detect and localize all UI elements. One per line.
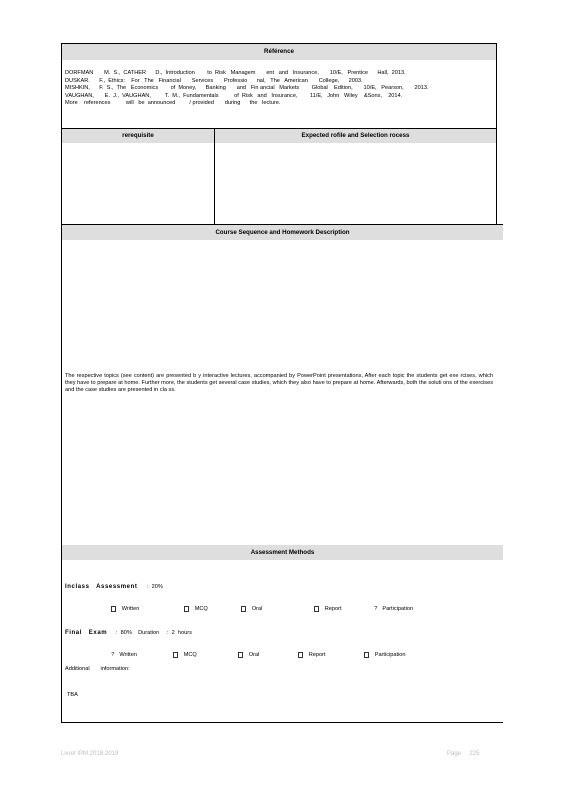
inclass-option-participation <box>368 600 413 618</box>
course-sheet <box>61 43 503 723</box>
additional-info-value: TBA <box>67 692 78 698</box>
reference-title: Référence <box>264 48 294 55</box>
left-border <box>61 43 62 723</box>
inclass-label: Inclass Assessment <box>65 584 138 590</box>
footer-left: Livret IPM 2018-2019 <box>61 751 119 757</box>
expected-title: Expected rofile and Selection rocess <box>301 132 410 139</box>
reference-line: DORFMAN M. S., CATHER D., Introduction to Risk Managem ent and Insurance, 10/E, Prentice Hall, 2013. <box>65 70 406 76</box>
checkbox-icon <box>184 606 189 612</box>
checkbox-icon <box>111 606 116 612</box>
course-header <box>62 225 503 240</box>
right-border <box>496 43 497 224</box>
reference-line: DUSKAR. F., Ethics: For The Financial Services Professio nal, The American College, 2003. <box>65 77 363 84</box>
inclass-option-report <box>308 600 342 618</box>
option-label: Written <box>121 606 140 613</box>
checkbox-icon <box>298 652 303 658</box>
assessment-title: Assessment Methods <box>250 549 315 556</box>
option-label: Report <box>324 606 342 613</box>
checkbox-icon <box>173 652 178 658</box>
prerequisite-title: rerequisite <box>122 132 154 139</box>
option-label: MCQ <box>183 652 197 659</box>
course-description: The respective topics (see content) are presented b y interactive lectures, accompanied by PowerPoint presentations, After each topic the students get exe rcises, which they have to prepare at home. Further more, the students get several case studies, which they also have to prepare at home. Afterwards, both the soluti ons of the exercises and the case studies are presented in cla ss. <box>65 373 493 394</box>
checkbox-icon <box>364 652 369 658</box>
checkbox-icon <box>238 652 243 658</box>
final-option-participation <box>358 646 406 664</box>
bottom-border <box>61 722 503 723</box>
assessment-header <box>62 545 503 560</box>
option-label: Participation <box>382 606 414 612</box>
footer-right: Page 225 <box>447 751 480 757</box>
final-option-report <box>292 646 326 664</box>
reference-line: More references will be announced / provided during the lecture. <box>65 100 281 106</box>
reference-header <box>62 44 496 60</box>
final-exam-label: Final Exam <box>65 630 108 636</box>
reference-line: MISHKIN, F. S., The Economics of Money, Banking and Fin ancial Markets Global Edition, 10/E, Pearson, 2013. <box>65 85 429 91</box>
checkbox-icon <box>314 606 319 612</box>
final-option-mcq <box>167 646 197 664</box>
inclass-option-oral <box>235 600 262 618</box>
question-mark-icon: ? <box>374 606 378 612</box>
option-label: Oral <box>248 652 260 659</box>
option-label: Oral <box>251 606 263 613</box>
inclass-option-mcq <box>178 600 208 618</box>
prerequisite-header <box>62 129 214 143</box>
reference-line: VAUGHAN, E. J., VAUGHAN, T. M., Fundamentals of Risk and Insurance, 11/E, John Wiley &Sons, 2014. <box>65 92 403 99</box>
inclass-weight: : 20% <box>147 584 163 590</box>
option-label: MCQ <box>194 606 208 613</box>
final-option-written <box>105 646 137 664</box>
additional-info-label: Additional information: <box>65 666 130 672</box>
course-title: Course Sequence and Homework Description <box>215 229 350 236</box>
expected-header <box>215 129 496 143</box>
option-label: Report <box>308 652 326 659</box>
inclass-option-written <box>105 600 139 618</box>
final-option-oral <box>232 646 259 664</box>
checkbox-icon <box>241 606 246 612</box>
final-exam-weight: : 80% Duration : 2 hours <box>116 630 192 636</box>
option-label: Participation <box>374 652 406 659</box>
option-label: Written <box>119 652 137 658</box>
question-mark-icon: ? <box>111 652 115 658</box>
